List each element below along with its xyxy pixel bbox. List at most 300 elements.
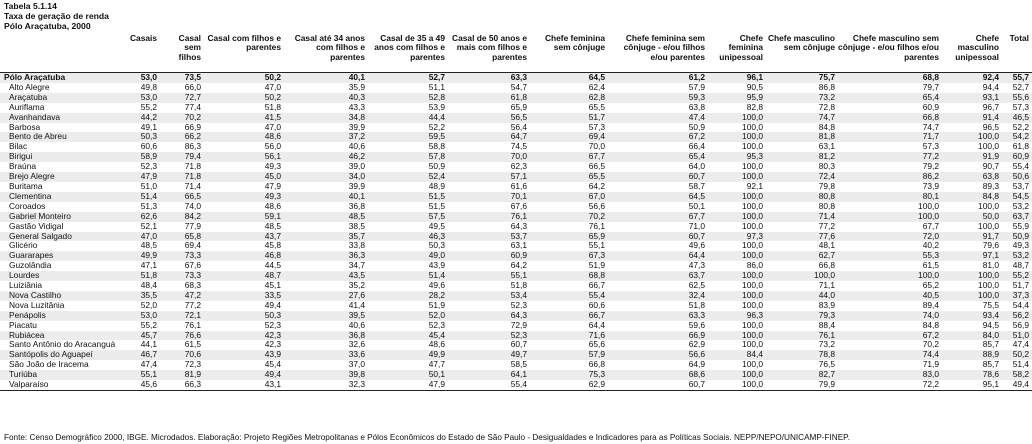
- value-cell: 100,0: [942, 291, 1002, 301]
- value-cell: 96,3: [708, 311, 766, 321]
- municipality-cell: Rubiácea: [0, 331, 122, 341]
- value-cell: 51,9: [428, 299, 445, 310]
- value-cell: 40,5: [838, 291, 942, 301]
- value-cell: 47,0: [264, 81, 281, 92]
- value-cell: 40,3: [284, 93, 368, 103]
- value-cell: 52,3: [510, 299, 527, 310]
- value-cell: 63,7: [1002, 212, 1032, 222]
- value-cell: 49,4: [264, 299, 281, 310]
- value-cell: 60,7: [510, 339, 527, 350]
- value-cell: 60,7: [608, 380, 708, 390]
- value-cell: 33,6: [284, 350, 368, 360]
- value-cell: 77,2: [184, 299, 201, 310]
- table-row: [0, 380, 1032, 390]
- value-cell: 57,9: [688, 81, 705, 92]
- value-cell: 56,6: [588, 200, 605, 211]
- value-cell: 68,8: [530, 271, 608, 281]
- value-cell: 51,9: [588, 260, 605, 271]
- value-cell: 44,1: [140, 339, 157, 350]
- value-cell: 66,4: [688, 141, 705, 152]
- value-cell: 96,5: [982, 121, 999, 132]
- value-cell: 62,7: [766, 251, 838, 261]
- value-cell: 55,3: [838, 251, 942, 261]
- value-cell: 79,3: [766, 311, 838, 321]
- value-cell: 68,6: [608, 370, 708, 380]
- value-cell: 58,9: [122, 152, 160, 162]
- value-cell: 47,4: [1012, 339, 1029, 350]
- value-cell: 67,7: [922, 220, 939, 231]
- value-cell: 48,6: [264, 200, 281, 211]
- value-cell: 71,4: [766, 212, 838, 222]
- value-cell: 50,3: [428, 240, 445, 251]
- value-cell: 64,2: [588, 180, 605, 191]
- value-cell: 60,7: [608, 232, 708, 242]
- value-cell: 71,9: [922, 359, 939, 370]
- value-cell: 63,8: [688, 101, 705, 112]
- value-cell: 100,0: [918, 200, 939, 211]
- value-cell: 73,3: [160, 251, 204, 261]
- value-cell: 60,9: [448, 251, 530, 261]
- source-footnote: Fonte: Censo Demográfico 2000, IBGE. Microdados. Elaboração: Projeto Regiões Metropolitanas e Pólos Econômicos do Estado de São Paulo - Desigualdades e Indicadores para as Políticas Sociais. NEPP/NEPO/UNICAMP-FINEP.: [4, 433, 850, 442]
- column-header: Casal sem filhos: [160, 32, 204, 73]
- value-cell: 61,8: [448, 93, 530, 103]
- value-cell: 39,8: [284, 370, 368, 380]
- value-cell: 52,4: [368, 172, 448, 182]
- column-header: Chefe masculino sem cônjuge: [766, 32, 838, 73]
- municipality-cell: Alto Alegre: [9, 81, 50, 92]
- value-cell: 55,9: [1012, 220, 1029, 231]
- value-cell: 46,8: [204, 251, 284, 261]
- value-cell: 50,1: [368, 370, 448, 380]
- municipality-cell: Gabriel Monteiro: [0, 212, 122, 222]
- municipality-cell: Gastão Vidigal: [9, 220, 64, 231]
- value-cell: 48,6: [428, 339, 445, 350]
- value-cell: 67,3: [530, 251, 608, 261]
- value-cell: 48,5: [264, 220, 281, 231]
- value-cell: 72,1: [160, 311, 204, 321]
- municipality-cell: Pólo Araçatuba: [0, 73, 122, 83]
- value-cell: 100,0: [708, 370, 766, 380]
- value-cell: 94,4: [982, 81, 999, 92]
- value-cell: 51,0: [140, 180, 157, 191]
- value-cell: 47,3: [688, 260, 705, 271]
- value-cell: 42,3: [204, 331, 284, 341]
- value-cell: 50,9: [428, 161, 445, 172]
- column-header: Casal até 34 anos com filhos e parentes: [284, 32, 368, 73]
- value-cell: 51,4: [368, 271, 448, 281]
- value-cell: 64,3: [448, 311, 530, 321]
- value-cell: 50,2: [1002, 350, 1032, 360]
- value-cell: 44,2: [122, 113, 160, 123]
- value-cell: 78,6: [942, 370, 1002, 380]
- value-cell: 72,3: [184, 359, 201, 370]
- municipality-cell: Santópolis do Aguapeí: [0, 350, 122, 360]
- value-cell: 52,8: [368, 93, 448, 103]
- value-cell: 71,8: [184, 161, 201, 172]
- value-cell: 53,7: [1012, 180, 1029, 191]
- municipality-cell: Guararapes: [0, 251, 122, 261]
- value-cell: 42,3: [264, 339, 281, 350]
- value-cell: 56,6: [608, 350, 708, 360]
- table-header-row: [0, 32, 1032, 73]
- value-cell: 55,6: [1002, 93, 1032, 103]
- municipality-cell: Brejo Alegre: [0, 172, 122, 182]
- value-cell: 63,3: [608, 311, 708, 321]
- value-cell: 100,0: [838, 212, 942, 222]
- value-cell: 62,9: [688, 339, 705, 350]
- value-cell: 65,9: [530, 232, 608, 242]
- value-cell: 57,3: [1012, 101, 1029, 112]
- value-cell: 100,0: [742, 161, 763, 172]
- value-cell: 49,4: [204, 370, 284, 380]
- value-cell: 43,5: [284, 271, 368, 281]
- value-cell: 53,7: [448, 232, 530, 242]
- value-cell: 46,5: [1002, 113, 1032, 123]
- value-cell: 37,2: [284, 132, 368, 142]
- value-cell: 100,0: [708, 212, 766, 222]
- value-cell: 49,0: [368, 251, 448, 261]
- value-cell: 90,7: [982, 161, 999, 172]
- value-cell: 85,7: [982, 359, 999, 370]
- value-cell: 43,9: [428, 260, 445, 271]
- value-cell: 54,4: [1012, 299, 1029, 310]
- value-cell: 57,5: [368, 212, 448, 222]
- value-cell: 57,1: [448, 172, 530, 182]
- value-cell: 71,8: [160, 172, 204, 182]
- value-cell: 79,8: [818, 180, 835, 191]
- value-cell: 51,5: [428, 200, 445, 211]
- value-cell: 51,8: [122, 271, 160, 281]
- municipality-cell: Barbosa: [9, 121, 41, 132]
- value-cell: 61,6: [510, 180, 527, 191]
- value-cell: 60,9: [1002, 152, 1032, 162]
- value-cell: 83,0: [838, 370, 942, 380]
- value-cell: 47,4: [140, 359, 157, 370]
- value-cell: 70,1: [448, 192, 530, 202]
- value-cell: 51,0: [1002, 331, 1032, 341]
- value-cell: 49,9: [122, 251, 160, 261]
- value-cell: 100,0: [708, 380, 766, 390]
- value-cell: 40,6: [348, 141, 365, 152]
- value-cell: 39,5: [284, 311, 368, 321]
- value-cell: 66,3: [160, 380, 204, 390]
- value-cell: 100,0: [708, 331, 766, 341]
- value-cell: 40,2: [922, 240, 939, 251]
- value-cell: 40,1: [284, 73, 368, 83]
- value-cell: 51,3: [140, 200, 157, 211]
- value-cell: 66,8: [818, 260, 835, 271]
- value-cell: 53,2: [1012, 200, 1029, 211]
- value-cell: 50,0: [942, 212, 1002, 222]
- value-cell: 100,0: [742, 141, 763, 152]
- value-cell: 49,5: [428, 220, 445, 231]
- value-cell: 52,3: [428, 319, 445, 330]
- value-cell: 84,2: [160, 212, 204, 222]
- value-cell: 45,4: [264, 359, 281, 370]
- value-cell: 66,2: [160, 132, 204, 142]
- municipality-cell: Turiúba: [0, 370, 122, 380]
- value-cell: 67,2: [838, 331, 942, 341]
- value-cell: 64,5: [608, 192, 708, 202]
- value-cell: 77,2: [838, 152, 942, 162]
- municipality-cell: Araçatuba: [0, 93, 122, 103]
- value-cell: 100,0: [838, 271, 942, 281]
- value-cell: 45,0: [204, 172, 284, 182]
- value-cell: 54,5: [1002, 192, 1032, 202]
- column-header: Casal de 35 a 49 anos com filhos e parentes: [368, 32, 448, 73]
- value-cell: 39,9: [348, 121, 365, 132]
- value-cell: 80,8: [818, 200, 835, 211]
- value-cell: 73,5: [160, 73, 204, 83]
- value-cell: 61,5: [184, 339, 201, 350]
- value-cell: 43,7: [204, 232, 284, 242]
- value-cell: 57,9: [530, 350, 608, 360]
- municipality-cell: Bento de Abreu: [0, 132, 122, 142]
- value-cell: 56,1: [204, 152, 284, 162]
- value-cell: 33,8: [348, 240, 365, 251]
- value-cell: 58,7: [688, 180, 705, 191]
- value-cell: 49,3: [264, 161, 281, 172]
- value-cell: 58,8: [428, 141, 445, 152]
- value-cell: 84,4: [708, 350, 766, 360]
- value-cell: 100,0: [742, 200, 763, 211]
- value-cell: 55,1: [588, 240, 605, 251]
- municipality-cell: Valparaíso: [0, 380, 122, 390]
- value-cell: 80,1: [838, 192, 942, 202]
- value-cell: 35,2: [348, 280, 365, 291]
- value-cell: 49,8: [140, 81, 157, 92]
- value-cell: 79,4: [160, 152, 204, 162]
- value-cell: 34,7: [348, 260, 365, 271]
- value-cell: 74,7: [766, 113, 838, 123]
- value-cell: 48,4: [140, 280, 157, 291]
- value-cell: 100,0: [978, 280, 999, 291]
- value-cell: 66,5: [588, 161, 605, 172]
- municipality-cell: Penápolis: [0, 311, 122, 321]
- municipality-cell: Nova Luzitânia: [9, 299, 65, 310]
- value-cell: 43,1: [204, 380, 284, 390]
- value-cell: 49,9: [368, 350, 448, 360]
- value-cell: 65,8: [160, 232, 204, 242]
- value-cell: 46,2: [284, 152, 368, 162]
- value-cell: 100,0: [742, 339, 763, 350]
- value-cell: 66,0: [184, 81, 201, 92]
- value-cell: 36,8: [348, 200, 365, 211]
- value-cell: 65,5: [588, 101, 605, 112]
- value-cell: 64,4: [608, 251, 708, 261]
- value-cell: 77,4: [184, 101, 201, 112]
- value-cell: 95,1: [942, 380, 1002, 390]
- value-cell: 79,2: [922, 161, 939, 172]
- value-cell: 48,7: [1012, 260, 1029, 271]
- value-cell: 86,3: [184, 141, 201, 152]
- value-cell: 61,8: [1012, 141, 1029, 152]
- value-cell: 65,9: [510, 101, 527, 112]
- value-cell: 70,6: [160, 350, 204, 360]
- value-cell: 84,0: [942, 331, 1002, 341]
- value-cell: 39,0: [348, 161, 365, 172]
- value-cell: 67,2: [608, 132, 708, 142]
- value-cell: 47,9: [368, 380, 448, 390]
- value-cell: 62,8: [530, 93, 608, 103]
- value-cell: 32,4: [608, 291, 708, 301]
- value-cell: 75,7: [766, 73, 838, 83]
- value-cell: 44,5: [264, 260, 281, 271]
- value-cell: 36,3: [284, 251, 368, 261]
- value-cell: 35,7: [284, 232, 368, 242]
- municipality-cell: Buritama: [9, 180, 43, 191]
- municipality-cell: General Salgado: [0, 232, 122, 242]
- value-cell: 58,2: [1002, 370, 1032, 380]
- value-cell: 86,0: [746, 260, 763, 271]
- value-cell: 33,5: [204, 291, 284, 301]
- value-cell: 51,8: [510, 280, 527, 291]
- column-header: Casais: [122, 32, 160, 73]
- value-cell: 51,4: [122, 192, 160, 202]
- value-cell: 50,1: [688, 200, 705, 211]
- municipality-cell: Nova Castilho: [0, 291, 122, 301]
- value-cell: 54,7: [510, 81, 527, 92]
- value-cell: 75,5: [982, 299, 999, 310]
- value-cell: 47,4: [608, 113, 708, 123]
- municipality-cell: Guzolândia: [9, 260, 52, 271]
- value-cell: 100,0: [708, 132, 766, 142]
- value-cell: 60,6: [140, 141, 157, 152]
- value-cell: 45,6: [122, 380, 160, 390]
- value-cell: 55,7: [1002, 73, 1032, 83]
- value-cell: 47,0: [264, 121, 281, 132]
- value-cell: 72,9: [510, 319, 527, 330]
- value-cell: 65,6: [588, 339, 605, 350]
- value-cell: 81,8: [766, 132, 838, 142]
- municipality-cell: Braúna: [9, 161, 37, 172]
- value-cell: 63,1: [818, 141, 835, 152]
- value-cell: 89,3: [982, 180, 999, 191]
- value-cell: 70,0: [588, 141, 605, 152]
- column-header: Casal de 50 anos e mais com filhos e parentes: [448, 32, 530, 73]
- value-cell: 52,3: [140, 161, 157, 172]
- value-cell: 91,9: [942, 152, 1002, 162]
- value-cell: 56,0: [264, 141, 281, 152]
- value-cell: 81,9: [160, 370, 204, 380]
- value-cell: 52,7: [368, 73, 448, 83]
- value-cell: 35,9: [348, 81, 365, 92]
- municipality-cell: Auriflama: [9, 101, 45, 112]
- value-cell: 52,2: [428, 121, 445, 132]
- value-cell: 49,7: [448, 350, 530, 360]
- value-cell: 60,9: [922, 101, 939, 112]
- value-cell: 77,9: [184, 220, 201, 231]
- value-cell: 70,2: [530, 212, 608, 222]
- value-cell: 59,3: [608, 93, 708, 103]
- value-cell: 57,8: [368, 152, 448, 162]
- value-cell: 55,4: [530, 291, 608, 301]
- column-header: Total: [1002, 32, 1032, 73]
- value-cell: 56,2: [1002, 311, 1032, 321]
- value-cell: 86,2: [838, 172, 942, 182]
- value-cell: 32,3: [284, 380, 368, 390]
- value-cell: 27,6: [284, 291, 368, 301]
- value-cell: 64,2: [510, 260, 527, 271]
- value-cell: 57,3: [588, 121, 605, 132]
- value-cell: 46,3: [368, 232, 448, 242]
- value-cell: 62,5: [688, 280, 705, 291]
- value-cell: 32,6: [348, 339, 365, 350]
- value-cell: 94,5: [982, 319, 999, 330]
- value-cell: 36,8: [284, 331, 368, 341]
- value-cell: 53,2: [1002, 251, 1032, 261]
- column-header: Chefe masculino unipessoal: [942, 32, 1002, 73]
- value-cell: 37,0: [348, 359, 365, 370]
- value-cell: 50,6: [1002, 172, 1032, 182]
- value-cell: 76,5: [818, 359, 835, 370]
- value-cell: 51,1: [428, 81, 445, 92]
- value-cell: 67,7: [608, 212, 708, 222]
- value-cell: 60,7: [608, 172, 708, 182]
- value-cell: 100,0: [708, 251, 766, 261]
- value-cell: 100,0: [742, 220, 763, 231]
- value-cell: 68,3: [184, 280, 201, 291]
- value-cell: 95,9: [708, 93, 766, 103]
- municipality-cell: Coroados: [9, 200, 46, 211]
- value-cell: 64,5: [530, 73, 608, 83]
- value-cell: 72,4: [766, 172, 838, 182]
- value-cell: 73,9: [922, 180, 939, 191]
- value-cell: 52,3: [448, 331, 530, 341]
- value-cell: 66,7: [588, 280, 605, 291]
- value-cell: 41,4: [348, 299, 365, 310]
- value-cell: 68,8: [838, 73, 942, 83]
- table-title: Taxa de geração de renda: [4, 11, 109, 21]
- value-cell: 51,8: [688, 299, 705, 310]
- value-cell: 79,7: [922, 81, 939, 92]
- value-cell: 95,3: [708, 152, 766, 162]
- value-cell: 70,0: [448, 152, 530, 162]
- value-cell: 72,2: [838, 380, 942, 390]
- value-cell: 48,6: [204, 132, 284, 142]
- value-cell: 48,7: [204, 271, 284, 281]
- value-cell: 100,0: [742, 121, 763, 132]
- value-cell: 55,1: [122, 370, 160, 380]
- column-header: Chefe feminina sem cônjuge - e/ou filhos e/ou parentes: [608, 32, 708, 73]
- value-cell: 34,0: [284, 172, 368, 182]
- value-cell: 65,2: [922, 280, 939, 291]
- value-cell: 45,4: [368, 331, 448, 341]
- value-cell: 97,3: [708, 232, 766, 242]
- value-cell: 66,8: [588, 359, 605, 370]
- value-cell: 67,6: [510, 200, 527, 211]
- value-cell: 100,0: [978, 141, 999, 152]
- value-cell: 76,1: [448, 212, 530, 222]
- value-cell: 67,6: [184, 260, 201, 271]
- value-cell: 63,7: [608, 271, 708, 281]
- value-cell: 76,1: [184, 319, 201, 330]
- value-cell: 80,8: [766, 192, 838, 202]
- column-header: Casal com filhos e parentes: [204, 32, 284, 73]
- value-cell: 64,9: [688, 359, 705, 370]
- value-cell: 100,0: [978, 200, 999, 211]
- value-cell: 55,1: [448, 271, 530, 281]
- value-cell: 48,5: [284, 212, 368, 222]
- municipality-cell: Piacatu: [9, 319, 37, 330]
- value-cell: 74,4: [838, 350, 942, 360]
- column-header: Chefe feminina sem cônjuge: [530, 32, 608, 73]
- value-cell: 56,5: [448, 113, 530, 123]
- value-cell: 100,0: [766, 271, 838, 281]
- value-cell: 80,3: [818, 161, 835, 172]
- value-cell: 52,7: [1012, 81, 1029, 92]
- value-cell: 62,6: [122, 212, 160, 222]
